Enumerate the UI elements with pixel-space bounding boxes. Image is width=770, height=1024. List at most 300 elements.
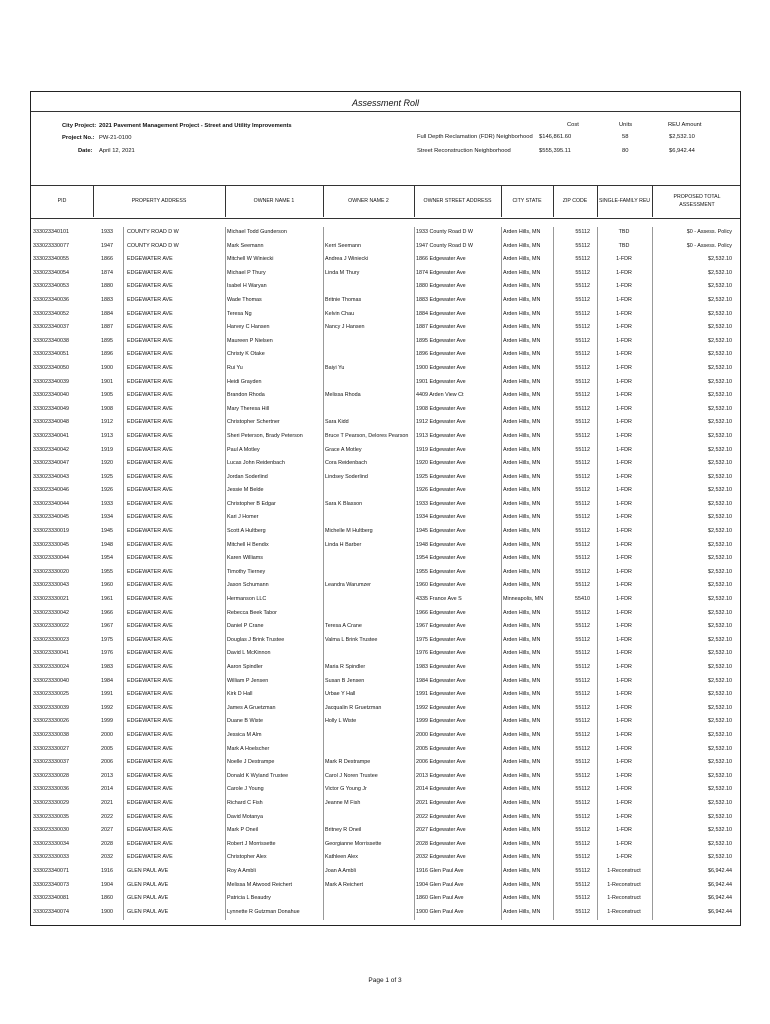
cell-pid: 333023330036 [33,786,69,793]
cell-zip: 55112 [575,296,590,303]
column-separator [323,893,324,907]
table-row [31,309,740,323]
cell-single-family-reu: 1-FDR [616,432,632,439]
cell-owner-name-1: Robert J Morrissette [227,840,276,847]
cell-proposed-total: $2,532.10 [708,731,732,738]
column-separator [553,281,554,295]
summary-fdr-units: 58 [622,134,629,140]
cell-owner-name-2: Melissa Rhoda [325,392,361,399]
cell-house-number: 1901 [101,378,113,385]
cell-property-street: EDGEWATER AVE [127,745,173,752]
cell-proposed-total: $2,532.10 [708,351,732,358]
cell-single-family-reu: 1-FDR [616,731,632,738]
cell-house-number: 1896 [101,351,113,358]
column-separator [414,526,415,540]
table-row [31,852,740,866]
table-row [31,254,740,268]
cell-house-number: 1933 [101,229,113,235]
column-separator [323,553,324,567]
cell-pid: 333023330041 [33,650,69,657]
column-separator [414,635,415,649]
table-row [31,621,740,635]
cell-property-street: EDGEWATER AVE [127,799,173,806]
cell-house-number: 2022 [101,813,113,820]
column-separator [553,771,554,785]
cell-house-number: 1984 [101,677,113,684]
cell-proposed-total: $2,532.10 [708,283,732,290]
column-separator [414,648,415,662]
cell-city-state: Arden Hills, MN [503,296,541,303]
cell-city-state: Arden Hills, MN [503,799,541,806]
cell-owner-street: 1908 Edgewater Ave [416,405,466,412]
column-separator [123,716,124,730]
cell-owner-street: 1976 Edgewater Ave [416,650,466,657]
table-row [31,716,740,730]
column-separator [225,812,226,826]
column-separator [501,336,502,350]
cell-owner-street: 2027 Edgewater Ave [416,827,466,834]
column-separator [501,580,502,594]
cell-owner-street: 2028 Edgewater Ave [416,840,466,847]
table-row [31,676,740,690]
cell-zip: 55112 [575,772,590,779]
cell-proposed-total: $2,532.10 [708,541,732,548]
cell-owner-name-2: Andrea J Winiecki [325,256,369,263]
cell-city-state: Arden Hills, MN [503,691,541,698]
city-project-value: 2021 Pavement Management Project - Street and Utility Improvements [99,123,292,129]
cell-owner-name-1: Maureen P Nielsen [227,337,273,344]
cell-property-street: EDGEWATER AVE [127,460,173,467]
column-separator [323,526,324,540]
column-separator [414,798,415,812]
cell-single-family-reu: 1-FDR [616,310,632,317]
cell-pid: 333023340081 [33,895,69,902]
cell-house-number: 2021 [101,799,113,806]
cell-house-number: 1904 [101,881,113,888]
column-separator [225,458,226,472]
column-separator [323,716,324,730]
cell-property-street: EDGEWATER AVE [127,310,173,317]
cell-single-family-reu: 1-FDR [616,745,632,752]
cell-city-state: Arden Hills, MN [503,840,541,847]
column-separator [323,281,324,295]
column-separator [123,635,124,649]
cell-property-street: EDGEWATER AVE [127,827,173,834]
column-separator [225,608,226,622]
cell-proposed-total: $2,532.10 [708,500,732,507]
column-separator [323,309,324,323]
summary-fdr-reu: $2,532.10 [669,134,695,140]
column-separator [323,227,324,241]
cell-property-street: EDGEWATER AVE [127,691,173,698]
cell-single-family-reu: 1-FDR [616,704,632,711]
column-separator [123,309,124,323]
column-separator [123,648,124,662]
cell-house-number: 1880 [101,283,113,290]
cell-single-family-reu: TBD [618,229,630,235]
cell-house-number: 1945 [101,528,113,535]
column-separator [414,268,415,282]
cell-zip: 55112 [575,269,590,276]
column-separator [123,744,124,758]
cell-property-street: EDGEWATER AVE [127,378,173,385]
cell-zip: 55112 [575,609,590,616]
column-separator [323,390,324,404]
cell-single-family-reu: 1-FDR [616,568,632,575]
table-row [31,241,740,255]
column-separator [414,363,415,377]
cell-pid: 333023330019 [33,528,69,535]
cell-proposed-total: $2,532.10 [708,555,732,562]
cell-property-street: EDGEWATER AVE [127,568,173,575]
column-separator [553,390,554,404]
column-separator [414,458,415,472]
column-separator [501,227,502,241]
cell-proposed-total: $2,532.10 [708,392,732,399]
cell-pid: 333023330043 [33,582,69,589]
column-separator [414,852,415,866]
cell-proposed-total: $2,532.10 [708,310,732,317]
cell-proposed-total: $2,532.10 [708,419,732,426]
cell-single-family-reu: 1-FDR [616,664,632,670]
cell-proposed-total: $6,942.44 [708,908,732,915]
cell-owner-street: 1874 Edgewater Ave [416,269,466,276]
cell-house-number: 1925 [101,473,113,480]
column-separator [414,907,415,921]
cell-owner-name-2: Valma L Brink Trustee [325,636,378,643]
cell-single-family-reu: 1-FDR [616,854,632,861]
column-separator [323,812,324,826]
column-separator [123,893,124,907]
column-separator [225,880,226,894]
column-separator [501,295,502,309]
cell-proposed-total: $2,532.10 [708,487,732,494]
cell-house-number: 1991 [101,691,113,698]
column-separator [225,390,226,404]
cell-zip: 55112 [575,582,590,589]
column-separator [323,621,324,635]
column-separator [553,540,554,554]
cell-city-state: Arden Hills, MN [503,555,541,562]
cell-zip: 55112 [575,528,590,535]
column-separator [323,377,324,391]
cell-zip: 55112 [575,487,590,494]
table-row [31,893,740,907]
column-separator [225,472,226,486]
cell-owner-name-1: Mary Theresa Hill [227,405,270,412]
column-separator [553,499,554,513]
project-no-label: Project No.: [62,135,95,141]
cell-city-state: Arden Hills, MN [503,541,541,548]
cell-property-street: EDGEWATER AVE [127,256,173,263]
cell-pid: 333023330020 [33,568,69,575]
cell-city-state: Arden Hills, MN [503,664,541,670]
cell-owner-name-2: Britney R Oneil [325,827,362,834]
column-separator [501,512,502,526]
cell-single-family-reu: 1-FDR [616,718,632,725]
column-separator [553,621,554,635]
cell-proposed-total: $2,532.10 [708,827,732,834]
cell-owner-name-2: Carol J Noren Trustee [325,772,378,779]
cell-house-number: 1883 [101,296,113,303]
col-pid: PID [57,198,67,204]
cell-owner-street: 1916 Glen Paul Ave [416,867,464,874]
column-separator [553,635,554,649]
column-separator [553,608,554,622]
cell-house-number: 1966 [101,609,113,616]
cell-owner-name-1: Jessica M Alm [227,731,262,738]
table-row [31,336,740,350]
column-separator [225,907,226,921]
cell-owner-name-2: Baiyi Yu [325,364,345,371]
cell-pid: 333023340038 [33,337,69,344]
table-row [31,594,740,608]
column-separator [123,336,124,350]
column-separator [553,349,554,363]
cell-proposed-total: $2,532.10 [708,446,732,453]
column-separator [123,567,124,581]
cell-city-state: Arden Hills, MN [503,867,541,874]
cell-city-state: Minneapolis, MN [503,596,544,603]
col-owner-street: OWNER STREET ADDRESS [423,198,492,204]
cell-pid: 333023340042 [33,446,69,453]
cell-owner-name-1: Mitchell W Winiecki [227,256,274,263]
column-separator [414,254,415,268]
cell-owner-name-1: Christopher Alex [227,854,267,861]
cell-city-state: Arden Hills, MN [503,745,541,752]
cell-owner-street: 1954 Edgewater Ave [416,555,466,562]
column-separator [323,676,324,690]
column-separator [414,349,415,363]
column-separator [225,512,226,526]
cell-zip: 55112 [575,867,590,874]
column-separator [553,377,554,391]
cell-owner-street: 1975 Edgewater Ave [416,636,466,643]
column-separator [323,512,324,526]
column-separator [553,526,554,540]
cell-proposed-total: $2,532.10 [708,813,732,820]
column-separator [553,431,554,445]
cell-single-family-reu: 1-FDR [616,446,632,453]
cell-single-family-reu: 1-FDR [616,772,632,779]
cell-owner-street: 1991 Edgewater Ave [416,691,466,698]
cell-house-number: 1874 [101,269,113,276]
column-separator [414,281,415,295]
cost-header: Cost [567,122,579,128]
cell-single-family-reu: 1-FDR [616,786,632,793]
cell-proposed-total: $2,532.10 [708,460,732,467]
column-separator [123,295,124,309]
cell-proposed-total: $2,532.10 [708,514,732,521]
cell-owner-street: 1887 Edgewater Ave [416,324,466,331]
cell-single-family-reu: 1-FDR [616,636,632,643]
cell-zip: 55112 [575,378,590,385]
cell-owner-name-2: Teresa A Crane [325,623,362,630]
cell-property-street: EDGEWATER AVE [127,623,173,630]
column-separator [501,866,502,880]
column-separator [123,526,124,540]
cell-owner-name-1: Daniel P Crane [227,623,264,630]
cell-owner-street: 1901 Edgewater Ave [416,378,466,385]
column-separator [123,839,124,853]
table-row [31,268,740,282]
column-separator [414,812,415,826]
column-separator [225,445,226,459]
column-separator [225,689,226,703]
cell-owner-street: 1966 Edgewater Ave [416,609,466,616]
column-separator [553,309,554,323]
cell-proposed-total: $2,532.10 [708,296,732,303]
cell-property-street: GLEN PAUL AVE [127,867,169,874]
cell-property-street: GLEN PAUL AVE [127,908,169,915]
cell-house-number: 2014 [101,786,113,793]
cell-pid: 333023330021 [33,596,69,603]
cell-zip: 55112 [575,840,590,847]
assessment-roll-frame [30,91,741,926]
table-row [31,431,740,445]
cell-city-state: Arden Hills, MN [503,582,541,589]
cell-proposed-total: $2,532.10 [708,799,732,806]
cell-owner-street: 1912 Edgewater Ave [416,419,466,426]
cell-city-state: Arden Hills, MN [503,881,541,888]
page-number: Page 1 of 3 [368,977,402,984]
col-owner-name-2: OWNER NAME 2 [348,198,389,204]
cell-proposed-total: $2,532.10 [708,582,732,589]
cell-house-number: 2000 [101,731,113,738]
cell-owner-name-1: Michael Todd Gunderson [227,229,287,235]
column-separator [323,485,324,499]
column-separator [123,254,124,268]
reu-header: REU Amount [668,122,702,128]
cell-zip: 55112 [575,446,590,453]
column-separator [553,716,554,730]
cell-house-number: 1884 [101,310,113,317]
column-separator [225,485,226,499]
cell-single-family-reu: 1-FDR [616,609,632,616]
cell-city-state: Arden Hills, MN [503,432,541,439]
cell-zip: 55112 [575,473,590,480]
table-row [31,662,740,676]
cell-single-family-reu: 1-FDR [616,514,632,521]
column-separator [553,254,554,268]
cell-house-number: 1934 [101,514,113,521]
column-separator [414,880,415,894]
column-separator [501,390,502,404]
column-separator [123,676,124,690]
column-separator [501,771,502,785]
cell-city-state: Arden Hills, MN [503,473,541,480]
cell-owner-street: 1999 Edgewater Ave [416,718,466,725]
cell-pid: 333023340036 [33,296,69,303]
column-separator [225,553,226,567]
cell-proposed-total: $2,532.10 [708,786,732,793]
cell-property-street: EDGEWATER AVE [127,677,173,684]
cell-house-number: 1999 [101,718,113,725]
column-separator [553,907,554,921]
cell-pid: 333023330027 [33,745,69,752]
column-separator [123,812,124,826]
cell-city-state: Arden Hills, MN [503,419,541,426]
column-separator [414,553,415,567]
cell-house-number: 1900 [101,364,113,371]
cell-property-street: EDGEWATER AVE [127,324,173,331]
column-separator [225,281,226,295]
column-separator [225,730,226,744]
cell-owner-name-1: Paul A Motley [227,446,260,453]
cell-owner-street: 1883 Edgewater Ave [416,296,466,303]
column-separator [553,648,554,662]
cell-owner-street: 1866 Edgewater Ave [416,256,466,263]
cell-city-state: Arden Hills, MN [503,908,541,915]
table-row [31,798,740,812]
date-value: April 12, 2021 [99,148,135,154]
column-separator [414,784,415,798]
cell-property-street: EDGEWATER AVE [127,269,173,276]
col-owner-name-1: OWNER NAME 1 [253,198,295,204]
cell-owner-name-2: Jeanne M Fish [325,799,361,806]
cell-property-street: EDGEWATER AVE [127,704,173,711]
column-separator [323,744,324,758]
column-separator [414,716,415,730]
cell-property-street: EDGEWATER AVE [127,514,173,521]
column-separator [225,648,226,662]
column-separator [323,404,324,418]
column-separator [123,445,124,459]
cell-single-family-reu: 1-FDR [616,541,632,548]
column-separator [414,390,415,404]
column-separator [323,689,324,703]
cell-property-street: GLEN PAUL AVE [127,881,169,888]
cell-city-state: Arden Hills, MN [503,854,541,861]
cell-property-street: EDGEWATER AVE [127,664,173,670]
cell-house-number: 1983 [101,664,113,670]
column-separator [501,553,502,567]
cell-pid: 333023340048 [33,419,69,426]
column-separator [323,852,324,866]
column-separator [123,404,124,418]
table-row [31,907,740,921]
cell-pid: 333023330037 [33,759,69,766]
document-title: Assessment Roll [351,98,420,108]
column-separator [553,472,554,486]
cell-owner-name-1: Rui Yu [227,364,243,371]
column-separator [553,689,554,703]
cell-city-state: Arden Hills, MN [503,718,541,725]
cell-owner-street: 4409 Arden View Ct [416,392,464,399]
column-separator [225,744,226,758]
cell-owner-street: 1884 Edgewater Ave [416,310,466,317]
cell-proposed-total: $2,532.10 [708,473,732,480]
cell-owner-name-1: Kari J Homer [227,514,259,521]
column-separator [323,703,324,717]
cell-zip: 55112 [575,514,590,521]
cell-owner-street: 1934 Edgewater Ave [416,514,466,521]
cell-single-family-reu: 1-Reconstruct [607,895,641,902]
column-separator [323,472,324,486]
column-separator [123,268,124,282]
column-separator [225,336,226,350]
column-separator [553,880,554,894]
cell-city-state: Arden Hills, MN [503,310,541,317]
cell-house-number: 2013 [101,772,113,779]
column-separator [553,404,554,418]
cell-property-street: GLEN PAUL AVE [127,895,169,902]
cell-owner-street: 2006 Edgewater Ave [416,759,466,766]
column-separator [501,309,502,323]
column-separator [501,730,502,744]
column-separator [553,567,554,581]
table-row [31,472,740,486]
